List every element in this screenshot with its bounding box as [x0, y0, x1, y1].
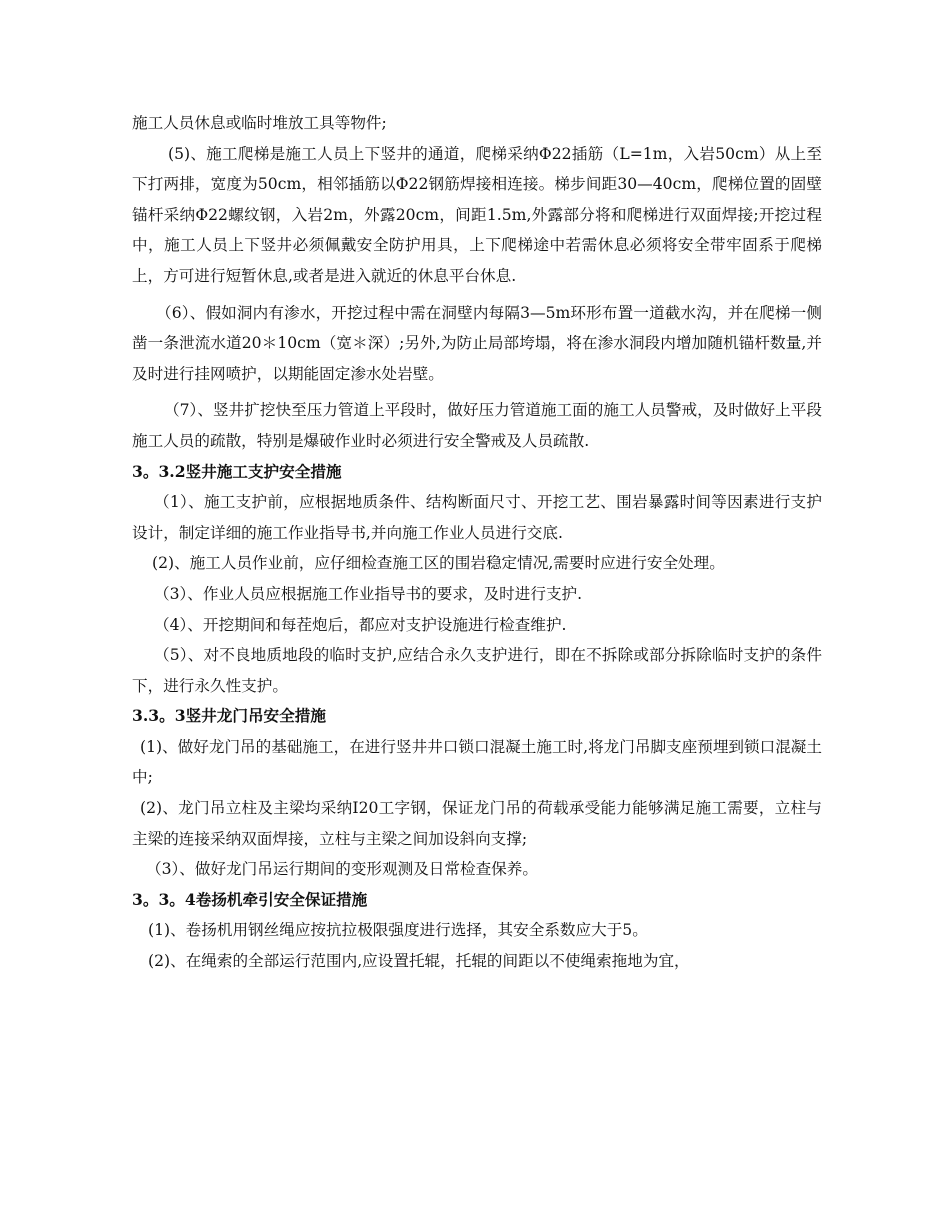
paragraph-support-5: （5）、对不良地质地段的临时支护,应结合永久支护进行，即在不拆除或部分拆除临时支护的条件下，进行永久性支护。 — [132, 646, 822, 695]
paragraph-winch-1: (1)、卷扬机用钢丝绳应按抗拉极限强度进行选择，其安全系数应大于5。 — [148, 921, 648, 940]
paragraph-support-1: （1）、施工支护前，应根据地质条件、结构断面尺寸、开挖工艺、围岩暴露时间等因素进行支护设计，制定详细的施工作业指导书,并向施工作业人员进行交底. — [132, 493, 822, 542]
paragraph-gantry-2: (2)、龙门吊立柱及主梁均采纳I20工字钢，保证龙门吊的荷载承受能力能够满足施工需要，立柱与主梁的连接采纳双面焊接，立柱与主梁之间加设斜向支撑; — [132, 799, 822, 848]
paragraph-item-5: (5)、施工爬梯是施工人员上下竖井的通道，爬梯采纳Φ22插筋（L=1m，入岩50cm）从上至下打两排，宽度为50cm，相邻插筋以Φ22钢筋焊接相连接。梯步间距30—40cm，爬梯位置的固壁锚杆采纳Φ22螺纹钢，入岩2m，外露20cm，间距1.5m,外露部分将和爬梯进行双面焊接;开挖过程中，施工人员上下竖井必须佩戴安全防护用具，上下爬梯途中若需休息必须将安全带牢固系于爬梯上，方可进行短暂休息,或者是进入就近的休息平台休息. — [132, 144, 822, 285]
section-heading-3-3-2: 3。3.2竖井施工支护安全措施 — [132, 461, 342, 481]
document-body — [132, 108, 822, 977]
paragraph-0: 施工人员休息或临时堆放工具等物件; — [132, 114, 387, 132]
paragraph-gantry-1: (1)、做好龙门吊的基础施工，在进行竖井井口锁口混凝土施工时,将龙门吊脚支座预埋到锁口混凝土中; — [132, 737, 822, 787]
paragraph-item-6: （6）、假如洞内有渗水，开挖过程中需在洞壁内每隔3—5m环形布置一道截水沟，并在爬梯一侧凿一条泄流水道20＊10cm（宽＊深）;另外,为防止局部垮塌，将在渗水洞段内增加随机锚杆数量,并及时进行挂网喷护，以期能固定渗水处岩壁。 — [132, 303, 822, 383]
paragraph-gantry-3: （3）、做好龙门吊运行期间的变形观测及日常检查保养。 — [146, 860, 538, 879]
section-heading-3-3-4: 3。3。4卷扬机牵引安全保证措施 — [132, 889, 368, 909]
paragraph-support-4: （4）、开挖期间和每茬炮后，都应对支护设施进行检查维护. — [154, 615, 567, 634]
paragraph-support-2: (2)、施工人员作业前，应仔细检查施工区的围岩稳定情况,需要时应进行安全处理。 — [152, 554, 725, 573]
section-heading-3-3-3: 3.3。3竖井龙门吊安全措施 — [132, 706, 326, 726]
paragraph-item-7: （7）、竖井扩挖快至压力管道上平段时，做好压力管道施工面的施工人员警戒，及时做好上平段施工人员的疏散，特别是爆破作业时必须进行安全警戒及人员疏散. — [132, 401, 822, 450]
paragraph-support-3: （3）、作业人员应根据施工作业指导书的要求，及时进行支护. — [154, 584, 583, 603]
paragraph-winch-2: (2)、在绳索的全部运行范围内,应设置托辊，托辊的间距以不使绳索拖地为宜， — [148, 952, 690, 971]
